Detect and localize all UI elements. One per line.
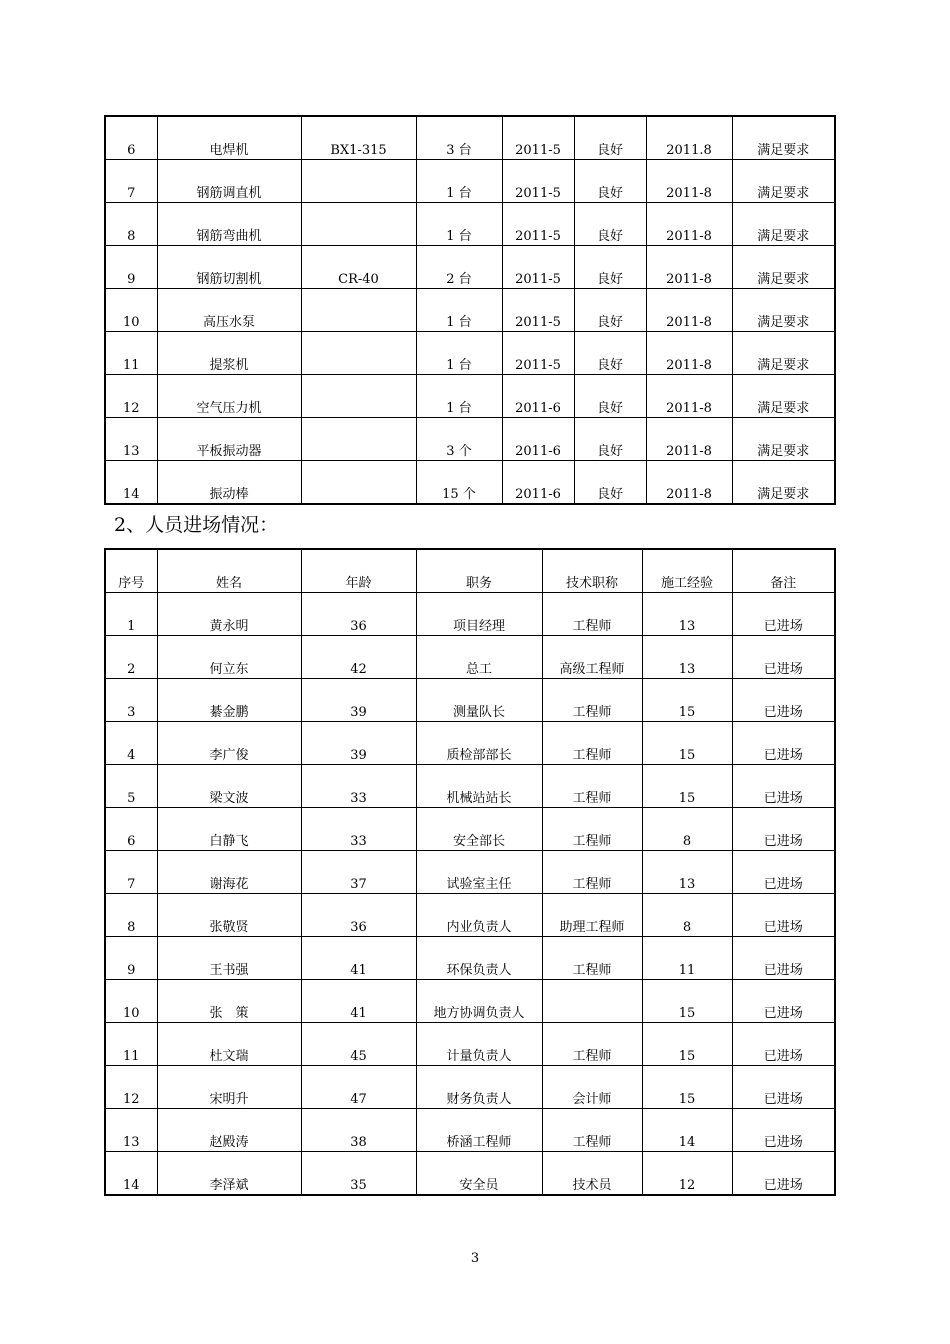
staff-cell-age: 36 <box>301 593 416 636</box>
column-header: 技术职称 <box>542 549 642 593</box>
staff-cell-experience: 14 <box>642 1109 732 1152</box>
staff-cell-name: 杜文瑞 <box>157 1023 301 1066</box>
staff-cell-no: 10 <box>105 980 157 1023</box>
equipment-cell-name: 电焊机 <box>157 116 301 160</box>
equipment-cell-name: 空气压力机 <box>157 375 301 418</box>
table-row <box>105 851 835 894</box>
staff-cell-age: 33 <box>301 765 416 808</box>
staff-cell-age: 41 <box>301 937 416 980</box>
staff-cell-experience: 13 <box>642 593 732 636</box>
staff-cell-remark: 已进场 <box>732 722 835 765</box>
table-row <box>105 894 835 937</box>
staff-cell-experience: 15 <box>642 679 732 722</box>
staff-cell-title: 工程师 <box>542 722 642 765</box>
column-header: 备注 <box>732 549 835 593</box>
staff-cell-remark: 已进场 <box>732 679 835 722</box>
equipment-cell-exit: 2011-8 <box>646 203 732 246</box>
staff-cell-position: 内业负责人 <box>416 894 542 937</box>
staff-cell-name: 白静飞 <box>157 808 301 851</box>
staff-cell-age: 39 <box>301 679 416 722</box>
staff-cell-position: 安全部长 <box>416 808 542 851</box>
staff-cell-name: 梁文波 <box>157 765 301 808</box>
equipment-cell-remark: 满足要求 <box>732 203 835 246</box>
staff-cell-experience: 8 <box>642 894 732 937</box>
staff-cell-title: 工程师 <box>542 1109 642 1152</box>
staff-cell-name: 张 策 <box>157 980 301 1023</box>
staff-cell-position: 质检部部长 <box>416 722 542 765</box>
equipment-cell-qty: 2 台 <box>416 246 502 289</box>
equipment-cell-exit: 2011-8 <box>646 332 732 375</box>
staff-cell-experience: 15 <box>642 1066 732 1109</box>
staff-cell-remark: 已进场 <box>732 980 835 1023</box>
equipment-cell-status: 良好 <box>574 203 646 246</box>
equipment-cell-exit: 2011-8 <box>646 375 732 418</box>
table-row <box>105 679 835 722</box>
staff-cell-title: 助理工程师 <box>542 894 642 937</box>
equipment-cell-status: 良好 <box>574 116 646 160</box>
staff-cell-name: 李泽斌 <box>157 1152 301 1196</box>
equipment-cell-status: 良好 <box>574 246 646 289</box>
staff-cell-experience: 13 <box>642 636 732 679</box>
equipment-cell-qty: 15 个 <box>416 461 502 505</box>
staff-cell-name: 綦金鹏 <box>157 679 301 722</box>
equipment-cell-model <box>301 332 416 375</box>
table-row <box>105 1066 835 1109</box>
equipment-cell-remark: 满足要求 <box>732 375 835 418</box>
equipment-cell-no: 14 <box>105 461 157 505</box>
staff-cell-title: 工程师 <box>542 808 642 851</box>
column-header: 职务 <box>416 549 542 593</box>
equipment-cell-remark: 满足要求 <box>732 418 835 461</box>
staff-cell-name: 赵殿涛 <box>157 1109 301 1152</box>
equipment-cell-status: 良好 <box>574 332 646 375</box>
equipment-cell-no: 12 <box>105 375 157 418</box>
staff-cell-remark: 已进场 <box>732 1023 835 1066</box>
equipment-cell-remark: 满足要求 <box>732 246 835 289</box>
staff-cell-name: 黄永明 <box>157 593 301 636</box>
equipment-cell-qty: 1 台 <box>416 375 502 418</box>
equipment-cell-model <box>301 289 416 332</box>
equipment-cell-model <box>301 418 416 461</box>
equipment-cell-model <box>301 203 416 246</box>
staff-cell-age: 41 <box>301 980 416 1023</box>
staff-cell-age: 35 <box>301 1152 416 1196</box>
staff-cell-no: 14 <box>105 1152 157 1196</box>
table-row <box>105 636 835 679</box>
staff-cell-experience: 15 <box>642 722 732 765</box>
section-title: 2、人员进场情况： <box>114 514 279 536</box>
equipment-cell-exit: 2011-8 <box>646 160 732 203</box>
equipment-cell-status: 良好 <box>574 160 646 203</box>
staff-cell-age: 39 <box>301 722 416 765</box>
staff-cell-no: 9 <box>105 937 157 980</box>
staff-cell-age: 38 <box>301 1109 416 1152</box>
page-number: 3 <box>470 1251 480 1266</box>
staff-cell-title: 工程师 <box>542 851 642 894</box>
staff-cell-no: 7 <box>105 851 157 894</box>
staff-cell-experience: 15 <box>642 1023 732 1066</box>
equipment-cell-no: 13 <box>105 418 157 461</box>
equipment-table <box>104 115 836 505</box>
staff-cell-title: 工程师 <box>542 937 642 980</box>
column-header: 姓名 <box>157 549 301 593</box>
table-row <box>105 332 835 375</box>
staff-cell-age: 42 <box>301 636 416 679</box>
table-row <box>105 116 835 160</box>
table-row <box>105 980 835 1023</box>
table-row <box>105 1152 835 1196</box>
staff-cell-experience: 11 <box>642 937 732 980</box>
equipment-cell-entry: 2011-5 <box>502 246 574 289</box>
column-header: 年龄 <box>301 549 416 593</box>
staff-cell-position: 地方协调负责人 <box>416 980 542 1023</box>
table-row <box>105 808 835 851</box>
equipment-cell-no: 7 <box>105 160 157 203</box>
staff-cell-age: 33 <box>301 808 416 851</box>
staff-cell-position: 安全员 <box>416 1152 542 1196</box>
equipment-cell-exit: 2011-8 <box>646 246 732 289</box>
staff-cell-remark: 已进场 <box>732 1152 835 1196</box>
staff-cell-remark: 已进场 <box>732 593 835 636</box>
equipment-cell-model <box>301 160 416 203</box>
equipment-cell-qty: 1 台 <box>416 289 502 332</box>
staff-cell-age: 36 <box>301 894 416 937</box>
equipment-cell-no: 11 <box>105 332 157 375</box>
staff-cell-title: 工程师 <box>542 679 642 722</box>
staff-cell-remark: 已进场 <box>732 894 835 937</box>
equipment-cell-model <box>301 375 416 418</box>
staff-cell-position: 项目经理 <box>416 593 542 636</box>
staff-cell-name: 谢海花 <box>157 851 301 894</box>
equipment-cell-model: BX1-315 <box>301 116 416 160</box>
staff-cell-age: 47 <box>301 1066 416 1109</box>
equipment-cell-entry: 2011-5 <box>502 160 574 203</box>
staff-cell-title <box>542 980 642 1023</box>
equipment-cell-status: 良好 <box>574 461 646 505</box>
staff-cell-remark: 已进场 <box>732 765 835 808</box>
staff-cell-title: 高级工程师 <box>542 636 642 679</box>
equipment-cell-exit: 2011-8 <box>646 418 732 461</box>
equipment-cell-entry: 2011-5 <box>502 332 574 375</box>
equipment-cell-no: 10 <box>105 289 157 332</box>
staff-cell-remark: 已进场 <box>732 937 835 980</box>
equipment-cell-model: CR-40 <box>301 246 416 289</box>
table-row <box>105 289 835 332</box>
equipment-cell-remark: 满足要求 <box>732 461 835 505</box>
equipment-cell-qty: 3 个 <box>416 418 502 461</box>
equipment-cell-status: 良好 <box>574 418 646 461</box>
staff-cell-name: 张敬贤 <box>157 894 301 937</box>
staff-cell-no: 13 <box>105 1109 157 1152</box>
staff-cell-title: 工程师 <box>542 593 642 636</box>
staff-cell-no: 11 <box>105 1023 157 1066</box>
equipment-cell-exit: 2011-8 <box>646 289 732 332</box>
staff-cell-no: 8 <box>105 894 157 937</box>
table-row <box>105 1023 835 1066</box>
equipment-cell-entry: 2011-6 <box>502 418 574 461</box>
staff-cell-no: 4 <box>105 722 157 765</box>
staff-cell-remark: 已进场 <box>732 636 835 679</box>
equipment-cell-qty: 1 台 <box>416 332 502 375</box>
table-header-row <box>105 549 835 593</box>
staff-cell-name: 李广俊 <box>157 722 301 765</box>
table-row <box>105 375 835 418</box>
equipment-cell-no: 8 <box>105 203 157 246</box>
staff-cell-no: 12 <box>105 1066 157 1109</box>
staff-cell-position: 测量队长 <box>416 679 542 722</box>
equipment-cell-remark: 满足要求 <box>732 289 835 332</box>
table-row <box>105 246 835 289</box>
table-row <box>105 1109 835 1152</box>
equipment-cell-status: 良好 <box>574 375 646 418</box>
staff-cell-position: 计量负责人 <box>416 1023 542 1066</box>
equipment-cell-name: 高压水泵 <box>157 289 301 332</box>
table-row <box>105 593 835 636</box>
staff-cell-no: 6 <box>105 808 157 851</box>
staff-cell-position: 总工 <box>416 636 542 679</box>
equipment-cell-qty: 1 台 <box>416 160 502 203</box>
table-row <box>105 765 835 808</box>
staff-cell-remark: 已进场 <box>732 1109 835 1152</box>
staff-cell-title: 会计师 <box>542 1066 642 1109</box>
equipment-cell-name: 提浆机 <box>157 332 301 375</box>
column-header: 施工经验 <box>642 549 732 593</box>
equipment-cell-qty: 1 台 <box>416 203 502 246</box>
staff-cell-experience: 15 <box>642 765 732 808</box>
staff-cell-no: 5 <box>105 765 157 808</box>
equipment-cell-entry: 2011-5 <box>502 203 574 246</box>
staff-cell-no: 3 <box>105 679 157 722</box>
equipment-cell-name: 平板振动器 <box>157 418 301 461</box>
staff-cell-experience: 15 <box>642 980 732 1023</box>
staff-cell-position: 财务负责人 <box>416 1066 542 1109</box>
equipment-cell-exit: 2011-8 <box>646 461 732 505</box>
staff-cell-experience: 8 <box>642 808 732 851</box>
staff-cell-age: 37 <box>301 851 416 894</box>
staff-cell-position: 机械站站长 <box>416 765 542 808</box>
table-row <box>105 937 835 980</box>
staff-table <box>104 548 836 1196</box>
equipment-cell-entry: 2011-6 <box>502 375 574 418</box>
equipment-cell-remark: 满足要求 <box>732 160 835 203</box>
equipment-cell-exit: 2011.8 <box>646 116 732 160</box>
staff-cell-position: 试验室主任 <box>416 851 542 894</box>
equipment-cell-name: 钢筋切割机 <box>157 246 301 289</box>
equipment-cell-model <box>301 461 416 505</box>
equipment-cell-entry: 2011-5 <box>502 116 574 160</box>
equipment-cell-name: 钢筋调直机 <box>157 160 301 203</box>
equipment-cell-remark: 满足要求 <box>732 332 835 375</box>
equipment-cell-entry: 2011-5 <box>502 289 574 332</box>
staff-cell-remark: 已进场 <box>732 1066 835 1109</box>
staff-cell-age: 45 <box>301 1023 416 1066</box>
table-row <box>105 722 835 765</box>
staff-cell-title: 技术员 <box>542 1152 642 1196</box>
equipment-cell-name: 振动棒 <box>157 461 301 505</box>
equipment-cell-entry: 2011-6 <box>502 461 574 505</box>
staff-cell-remark: 已进场 <box>732 851 835 894</box>
staff-cell-no: 1 <box>105 593 157 636</box>
staff-cell-title: 工程师 <box>542 765 642 808</box>
table-row <box>105 418 835 461</box>
staff-cell-experience: 13 <box>642 851 732 894</box>
equipment-cell-status: 良好 <box>574 289 646 332</box>
table-row <box>105 461 835 505</box>
staff-cell-experience: 12 <box>642 1152 732 1196</box>
equipment-cell-qty: 3 台 <box>416 116 502 160</box>
table-row <box>105 160 835 203</box>
staff-cell-remark: 已进场 <box>732 808 835 851</box>
equipment-cell-remark: 满足要求 <box>732 116 835 160</box>
equipment-cell-name: 钢筋弯曲机 <box>157 203 301 246</box>
staff-cell-title: 工程师 <box>542 1023 642 1066</box>
staff-cell-position: 桥涵工程师 <box>416 1109 542 1152</box>
staff-cell-name: 宋明升 <box>157 1066 301 1109</box>
staff-cell-name: 何立东 <box>157 636 301 679</box>
table-row <box>105 203 835 246</box>
staff-cell-name: 王书强 <box>157 937 301 980</box>
column-header: 序号 <box>105 549 157 593</box>
staff-cell-no: 2 <box>105 636 157 679</box>
equipment-cell-no: 9 <box>105 246 157 289</box>
equipment-cell-no: 6 <box>105 116 157 160</box>
staff-cell-position: 环保负责人 <box>416 937 542 980</box>
